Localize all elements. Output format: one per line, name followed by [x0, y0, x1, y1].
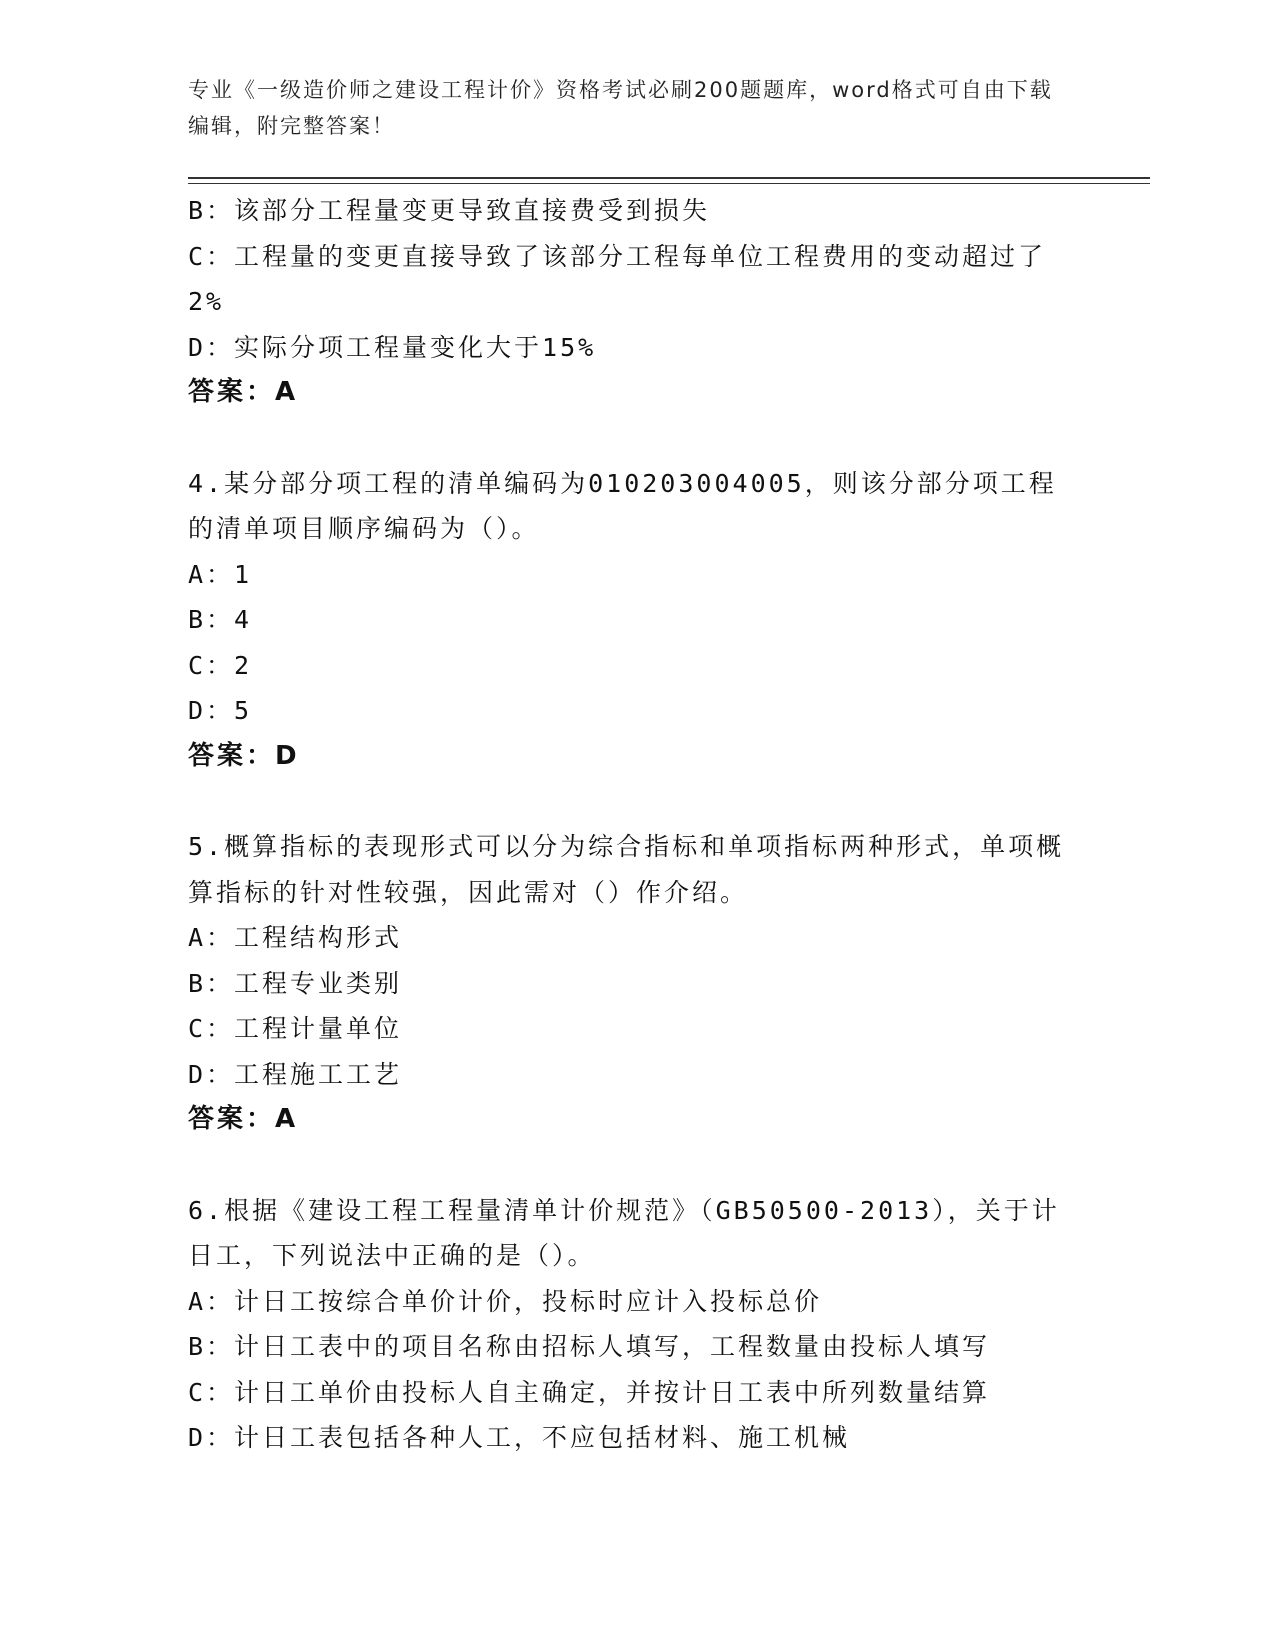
document-body	[188, 188, 1068, 1461]
question-stem: 4.某分部分项工程的清单编码为010203004005，则该分部分项工程的清单项目顺序编码为（）。	[188, 468, 1057, 543]
option-d: D：实际分项工程量变化大于15%	[188, 332, 597, 362]
option-a: A：计日工按综合单价计价，投标时应计入投标总价	[188, 1286, 823, 1316]
header-divider	[188, 177, 1150, 179]
option-c: C：工程量的变更直接导致了该部分工程每单位工程费用的变动超过了2%	[188, 241, 1047, 316]
answer: 答案：A	[188, 1104, 299, 1134]
option-c: C：计日工单价由投标人自主确定，并按计日工表中所列数量结算	[188, 1377, 991, 1407]
option-b: B：工程专业类别	[188, 968, 403, 998]
option-b: B：4	[188, 605, 253, 634]
option-a: A：工程结构形式	[188, 923, 403, 952]
option-a: A：1	[188, 559, 253, 589]
option-c: C：工程计量单位	[188, 1014, 403, 1043]
question-4	[188, 461, 1068, 780]
document-header: 专业《一级造价师之建设工程计价》资格考试必刷200题题库，word格式可自由下载编辑，附完整答案！	[188, 78, 1053, 138]
option-d: D：计日工表包括各种人工，不应包括材料、施工机械	[188, 1423, 851, 1452]
question-stem: 6.根据《建设工程工程量清单计价规范》（GB50500-2013），关于计日工，下列说法中正确的是（）。	[188, 1195, 1060, 1270]
question-5	[188, 824, 1068, 1143]
question-3-tail	[188, 188, 1068, 416]
answer: 答案：A	[188, 377, 299, 407]
header-divider-thin	[188, 183, 1150, 184]
option-c: C：2	[188, 650, 253, 680]
option-d: D：工程施工工艺	[188, 1059, 403, 1089]
option-d: D：5	[188, 696, 253, 725]
question-6	[188, 1188, 1068, 1461]
option-b: B：计日工表中的项目名称由招标人填写，工程数量由投标人填写	[188, 1332, 991, 1361]
question-stem: 5.概算指标的表现形式可以分为综合指标和单项指标两种形式，单项概算指标的针对性较强，因此需对（）作介绍。	[188, 832, 1065, 907]
answer: 答案：D	[188, 740, 300, 771]
option-b: B：该部分工程量变更导致直接费受到损失	[188, 196, 711, 225]
